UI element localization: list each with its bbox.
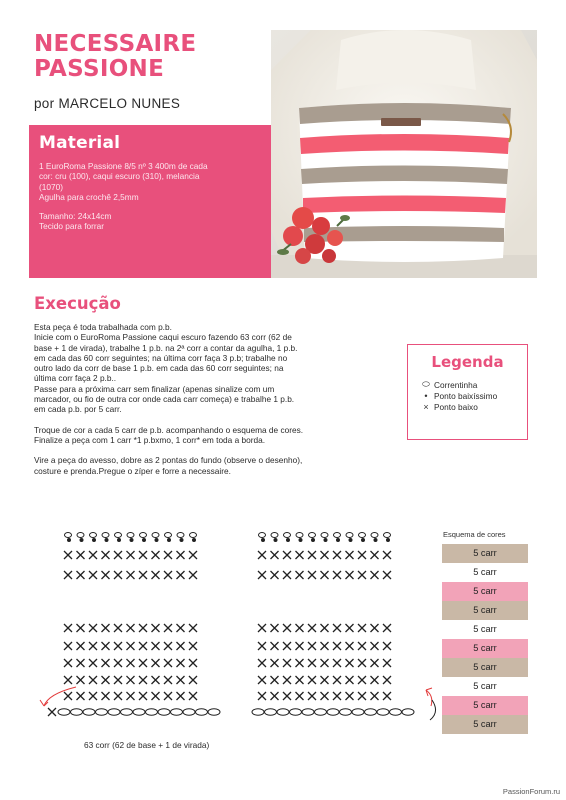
execution-line: outro lado da corr de base 1 p.b. em cada das 60 corr seguintes; na [34, 363, 284, 374]
single-crochet-mark [258, 676, 266, 684]
single-crochet-mark [102, 692, 110, 700]
single-crochet-mark [383, 642, 391, 650]
single-crochet-mark [321, 624, 329, 632]
single-crochet-mark [64, 551, 72, 559]
single-crochet-mark [89, 659, 97, 667]
single-crochet-mark [102, 642, 110, 650]
single-crochet-mark [258, 659, 266, 667]
single-crochet-mark [321, 659, 329, 667]
single-crochet-mark [139, 676, 147, 684]
single-crochet-mark [271, 624, 279, 632]
single-crochet-mark [308, 571, 316, 579]
single-crochet-mark [127, 659, 135, 667]
chain-stitch-mark [71, 709, 83, 715]
single-crochet-mark [152, 624, 160, 632]
single-crochet-mark [283, 551, 291, 559]
color-scheme-row: 5 carr [442, 677, 528, 696]
edging-loop-mark [102, 533, 109, 543]
single-crochet-mark [152, 676, 160, 684]
chain-stitch-mark [302, 709, 314, 715]
chain-stitch-mark [402, 709, 414, 715]
single-crochet-mark [189, 659, 197, 667]
execution-line: Esta peça é toda trabalhada com p.b. [34, 322, 172, 332]
single-crochet-mark [383, 676, 391, 684]
execution-line: Vire a peça do avesso, dobre as 2 pontas do fundo (observe o desenho), [34, 455, 303, 466]
execution-line: Troque de cor a cada 5 carr de p.b. acompanhando o esquema de cores. [34, 424, 304, 435]
chain-stitch-mark [96, 709, 108, 715]
single-crochet-mark [48, 708, 56, 716]
color-scheme-table [442, 544, 528, 734]
single-crochet-mark [258, 642, 266, 650]
single-crochet-mark [64, 676, 72, 684]
chain-stitch-mark [315, 709, 327, 715]
single-crochet-mark [77, 642, 85, 650]
single-crochet-mark [139, 624, 147, 632]
single-crochet-mark [283, 624, 291, 632]
single-crochet-mark [77, 624, 85, 632]
single-crochet-mark [371, 692, 379, 700]
chain-stitch-mark [171, 709, 183, 715]
single-crochet-mark [114, 624, 122, 632]
single-crochet-mark [321, 571, 329, 579]
edging-loop-mark [259, 533, 266, 543]
single-crochet-mark [114, 571, 122, 579]
single-crochet-mark [152, 659, 160, 667]
single-crochet-mark [371, 659, 379, 667]
single-crochet-mark [89, 551, 97, 559]
single-crochet-mark [358, 551, 366, 559]
single-crochet-mark [189, 642, 197, 650]
single-crochet-mark [77, 551, 85, 559]
material-line: (1070) [39, 181, 63, 192]
single-crochet-mark [308, 676, 316, 684]
edging-loop-mark [284, 533, 291, 543]
single-crochet-mark [271, 571, 279, 579]
single-crochet-mark [114, 551, 122, 559]
legend-list [418, 379, 517, 412]
single-crochet-mark [177, 571, 185, 579]
single-crochet-mark [308, 659, 316, 667]
chain-stitch-mark [377, 709, 389, 715]
legend-box [407, 344, 528, 440]
single-crochet-mark [89, 676, 97, 684]
legend-label: Ponto baixíssimo [434, 390, 498, 401]
single-crochet-mark [127, 551, 135, 559]
turn-arrow-right-head [426, 688, 432, 696]
execution-line: marcador, ou fio de outra cor onde cada carr começa) e trabalhe 1 p.b. [34, 394, 295, 405]
base-chain-label: 63 corr (62 de base + 1 de virada) [84, 740, 210, 750]
color-scheme-row: 5 carr [442, 715, 528, 734]
single-crochet-mark [333, 624, 341, 632]
legend-heading: Legenda [431, 353, 504, 371]
single-crochet-mark [114, 676, 122, 684]
single-crochet-mark [271, 676, 279, 684]
color-scheme-row: 5 carr [442, 620, 528, 639]
single-crochet-mark [333, 571, 341, 579]
single-crochet-mark [358, 692, 366, 700]
single-crochet-mark [189, 692, 197, 700]
edging-loop-mark [115, 533, 122, 543]
single-crochet-mark [164, 571, 172, 579]
edging-loop-mark [190, 533, 197, 543]
single-crochet-mark [333, 551, 341, 559]
single-crochet-mark [271, 692, 279, 700]
single-crochet-mark [333, 676, 341, 684]
legend-item [418, 401, 517, 412]
chain-stitch-mark [352, 709, 364, 715]
color-scheme-row: 5 carr [442, 544, 528, 563]
single-crochet-mark [383, 551, 391, 559]
single-crochet-mark [333, 692, 341, 700]
single-crochet-mark [189, 571, 197, 579]
material-line: Tecido para forrar [39, 221, 105, 232]
single-crochet-mark [77, 659, 85, 667]
single-crochet-mark [127, 676, 135, 684]
single-crochet-mark [271, 659, 279, 667]
chain-stitch-mark [252, 709, 264, 715]
single-crochet-mark [346, 571, 354, 579]
color-scheme-title: Esquema de cores [443, 530, 506, 539]
color-scheme-row: 5 carr [442, 601, 528, 620]
single-crochet-mark [258, 692, 266, 700]
edging-loop-mark [271, 533, 278, 543]
title-line-1: NECESSAIRE [34, 31, 197, 57]
single-crochet-mark [271, 642, 279, 650]
chain-stitch-mark [265, 709, 277, 715]
single-crochet-mark [346, 551, 354, 559]
material-size-list [39, 211, 265, 232]
single-crochet-mark [89, 642, 97, 650]
single-crochet-mark [114, 642, 122, 650]
material-box [29, 125, 275, 278]
single-crochet-mark [283, 659, 291, 667]
legend-symbol-icon: • [424, 390, 428, 401]
single-crochet-mark [152, 571, 160, 579]
single-crochet-mark [102, 624, 110, 632]
single-crochet-mark [164, 692, 172, 700]
single-crochet-mark [296, 659, 304, 667]
single-crochet-mark [296, 676, 304, 684]
single-crochet-mark [102, 659, 110, 667]
single-crochet-mark [358, 624, 366, 632]
chain-stitch-mark [390, 709, 402, 715]
single-crochet-mark [177, 692, 185, 700]
edging-loop-mark [309, 533, 316, 543]
material-line: Agulha para crochê 2,5mm [39, 192, 139, 203]
single-crochet-mark [164, 659, 172, 667]
single-crochet-mark [102, 571, 110, 579]
single-crochet-mark [64, 692, 72, 700]
material-line: cor: cru (100), caqui escuro (310), melancia [39, 171, 200, 182]
execution-line: base + 1 de virada), trabalhe 1 p.b. na 2ª corr a contar da agulha, 1 p.b. [34, 342, 298, 353]
single-crochet-mark [308, 551, 316, 559]
edging-loop-mark [152, 533, 159, 543]
edging-loop-mark [177, 533, 184, 543]
single-crochet-mark [64, 659, 72, 667]
legend-symbol-icon: × [423, 401, 429, 412]
legend-item [418, 390, 517, 401]
single-crochet-mark [346, 676, 354, 684]
watermark: PassionForum.ru [502, 787, 560, 796]
color-scheme-row: 5 carr [442, 696, 528, 715]
author-byline: por MARCELO NUNES [34, 96, 181, 111]
edging-loop-mark [165, 533, 172, 543]
single-crochet-mark [139, 659, 147, 667]
single-crochet-mark [358, 659, 366, 667]
single-crochet-mark [333, 642, 341, 650]
single-crochet-mark [152, 692, 160, 700]
single-crochet-mark [346, 642, 354, 650]
single-crochet-mark [164, 642, 172, 650]
single-crochet-mark [64, 624, 72, 632]
single-crochet-mark [358, 642, 366, 650]
edging-loop-mark [334, 533, 341, 543]
single-crochet-mark [164, 551, 172, 559]
single-crochet-mark [296, 571, 304, 579]
single-crochet-mark [89, 571, 97, 579]
chain-stitch-mark [158, 709, 170, 715]
legend-label: Correntinha [434, 379, 478, 390]
single-crochet-mark [271, 551, 279, 559]
single-crochet-mark [177, 624, 185, 632]
title-line-2: PASSIONE [34, 56, 165, 82]
chain-stitch-mark [290, 709, 302, 715]
legend-label: Ponto baixo [434, 401, 478, 412]
single-crochet-mark [321, 676, 329, 684]
chain-stitch-mark [208, 709, 220, 715]
material-line: Tamanho: 24x14cm [39, 210, 112, 221]
page-title [34, 32, 274, 82]
single-crochet-mark [89, 624, 97, 632]
single-crochet-mark [102, 676, 110, 684]
chain-stitch-mark [196, 709, 208, 715]
edging-loop-mark [371, 533, 378, 543]
chain-stitch-mark [327, 709, 339, 715]
single-crochet-mark [139, 692, 147, 700]
single-crochet-mark [358, 571, 366, 579]
edging-loop-mark [321, 533, 328, 543]
single-crochet-mark [371, 571, 379, 579]
edging-loop-mark [384, 533, 391, 543]
single-crochet-mark [189, 624, 197, 632]
single-crochet-mark [283, 571, 291, 579]
color-scheme-row: 5 carr [442, 582, 528, 601]
single-crochet-mark [333, 659, 341, 667]
single-crochet-mark [139, 551, 147, 559]
single-crochet-mark [308, 642, 316, 650]
single-crochet-mark [164, 624, 172, 632]
single-crochet-mark [346, 659, 354, 667]
single-crochet-mark [283, 692, 291, 700]
single-crochet-mark [383, 692, 391, 700]
execution-heading: Execução [34, 294, 121, 313]
single-crochet-mark [189, 676, 197, 684]
material-line: 1 EuroRoma Passione 8/5 nº 3 400m de cada [39, 161, 208, 171]
crochet-chart [30, 522, 440, 737]
chain-stitch-mark [146, 709, 158, 715]
edging-loop-mark [65, 533, 72, 543]
single-crochet-mark [283, 676, 291, 684]
chain-stitch-mark [83, 709, 95, 715]
single-crochet-mark [114, 659, 122, 667]
single-crochet-mark [177, 642, 185, 650]
edging-loop-mark [140, 533, 147, 543]
execution-line: última corr faça 2 p.b.. [34, 373, 117, 384]
chain-stitch-mark [121, 709, 133, 715]
execution-line: costure e prenda.Pregue o zíper e forre a necessaire. [34, 465, 231, 476]
single-crochet-mark [127, 571, 135, 579]
single-crochet-mark [296, 624, 304, 632]
single-crochet-mark [346, 692, 354, 700]
single-crochet-mark [383, 624, 391, 632]
single-crochet-mark [258, 624, 266, 632]
single-crochet-mark [114, 692, 122, 700]
execution-text [34, 322, 384, 476]
single-crochet-mark [189, 551, 197, 559]
chain-stitch-mark [133, 709, 145, 715]
chain-stitch-mark [58, 709, 70, 715]
single-crochet-mark [321, 642, 329, 650]
single-crochet-mark [321, 551, 329, 559]
single-crochet-mark [296, 551, 304, 559]
color-scheme-row: 5 carr [442, 658, 528, 677]
single-crochet-mark [127, 692, 135, 700]
single-crochet-mark [77, 676, 85, 684]
single-crochet-mark [177, 551, 185, 559]
single-crochet-mark [296, 692, 304, 700]
execution-line: Finalize a peça com 1 carr *1 p.bxmo, 1 corr* em toda a borda. [34, 434, 266, 445]
single-crochet-mark [89, 692, 97, 700]
single-crochet-mark [77, 571, 85, 579]
color-scheme-row: 5 carr [442, 563, 528, 582]
single-crochet-mark [139, 571, 147, 579]
edging-loop-mark [346, 533, 353, 543]
execution-line: Inicie com o EuroRoma Passione caqui escuro fazendo 63 corr (62 de [34, 332, 292, 343]
edging-loop-mark [77, 533, 84, 543]
single-crochet-mark [152, 642, 160, 650]
legend-item [418, 379, 517, 390]
color-scheme-row: 5 carr [442, 639, 528, 658]
single-crochet-mark [371, 642, 379, 650]
material-heading: Material [39, 133, 121, 153]
single-crochet-mark [321, 692, 329, 700]
single-crochet-mark [346, 624, 354, 632]
execution-paragraph-1 [34, 322, 384, 415]
chain-stitch-mark [277, 709, 289, 715]
execution-line: em cada das 60 corr seguintes; na última corr faça 3 p.b; trabalhe no [34, 352, 288, 363]
single-crochet-mark [164, 676, 172, 684]
single-crochet-mark [64, 571, 72, 579]
edging-loop-mark [296, 533, 303, 543]
single-crochet-mark [64, 642, 72, 650]
single-crochet-mark [127, 642, 135, 650]
legend-symbol-icon: ⬭ [422, 379, 430, 389]
single-crochet-mark [371, 676, 379, 684]
chain-stitch-mark [183, 709, 195, 715]
single-crochet-mark [308, 624, 316, 632]
execution-line: Passe para a próxima carr sem finalizar (apenas sinalize com um [34, 383, 275, 394]
execution-line: em cada p.b. por 5 carr. [34, 404, 122, 415]
single-crochet-mark [77, 692, 85, 700]
single-crochet-mark [371, 551, 379, 559]
single-crochet-mark [127, 624, 135, 632]
edging-loop-mark [359, 533, 366, 543]
single-crochet-mark [308, 692, 316, 700]
execution-paragraph-2 [34, 425, 384, 446]
product-photo [271, 30, 537, 278]
execution-paragraph-3 [34, 455, 384, 476]
base-turn-curve [430, 700, 436, 720]
single-crochet-mark [258, 571, 266, 579]
single-crochet-mark [139, 642, 147, 650]
chain-stitch-mark [365, 709, 377, 715]
single-crochet-mark [283, 642, 291, 650]
chain-stitch-mark [108, 709, 120, 715]
edging-loop-mark [90, 533, 97, 543]
single-crochet-mark [152, 551, 160, 559]
single-crochet-mark [296, 642, 304, 650]
turn-arrow-left [44, 687, 76, 706]
single-crochet-mark [177, 676, 185, 684]
edging-loop-mark [127, 533, 134, 543]
chain-stitch-mark [340, 709, 352, 715]
single-crochet-mark [383, 659, 391, 667]
single-crochet-mark [177, 659, 185, 667]
single-crochet-mark [383, 571, 391, 579]
single-crochet-mark [358, 676, 366, 684]
single-crochet-mark [258, 551, 266, 559]
single-crochet-mark [102, 551, 110, 559]
single-crochet-mark [371, 624, 379, 632]
material-list [39, 161, 265, 203]
